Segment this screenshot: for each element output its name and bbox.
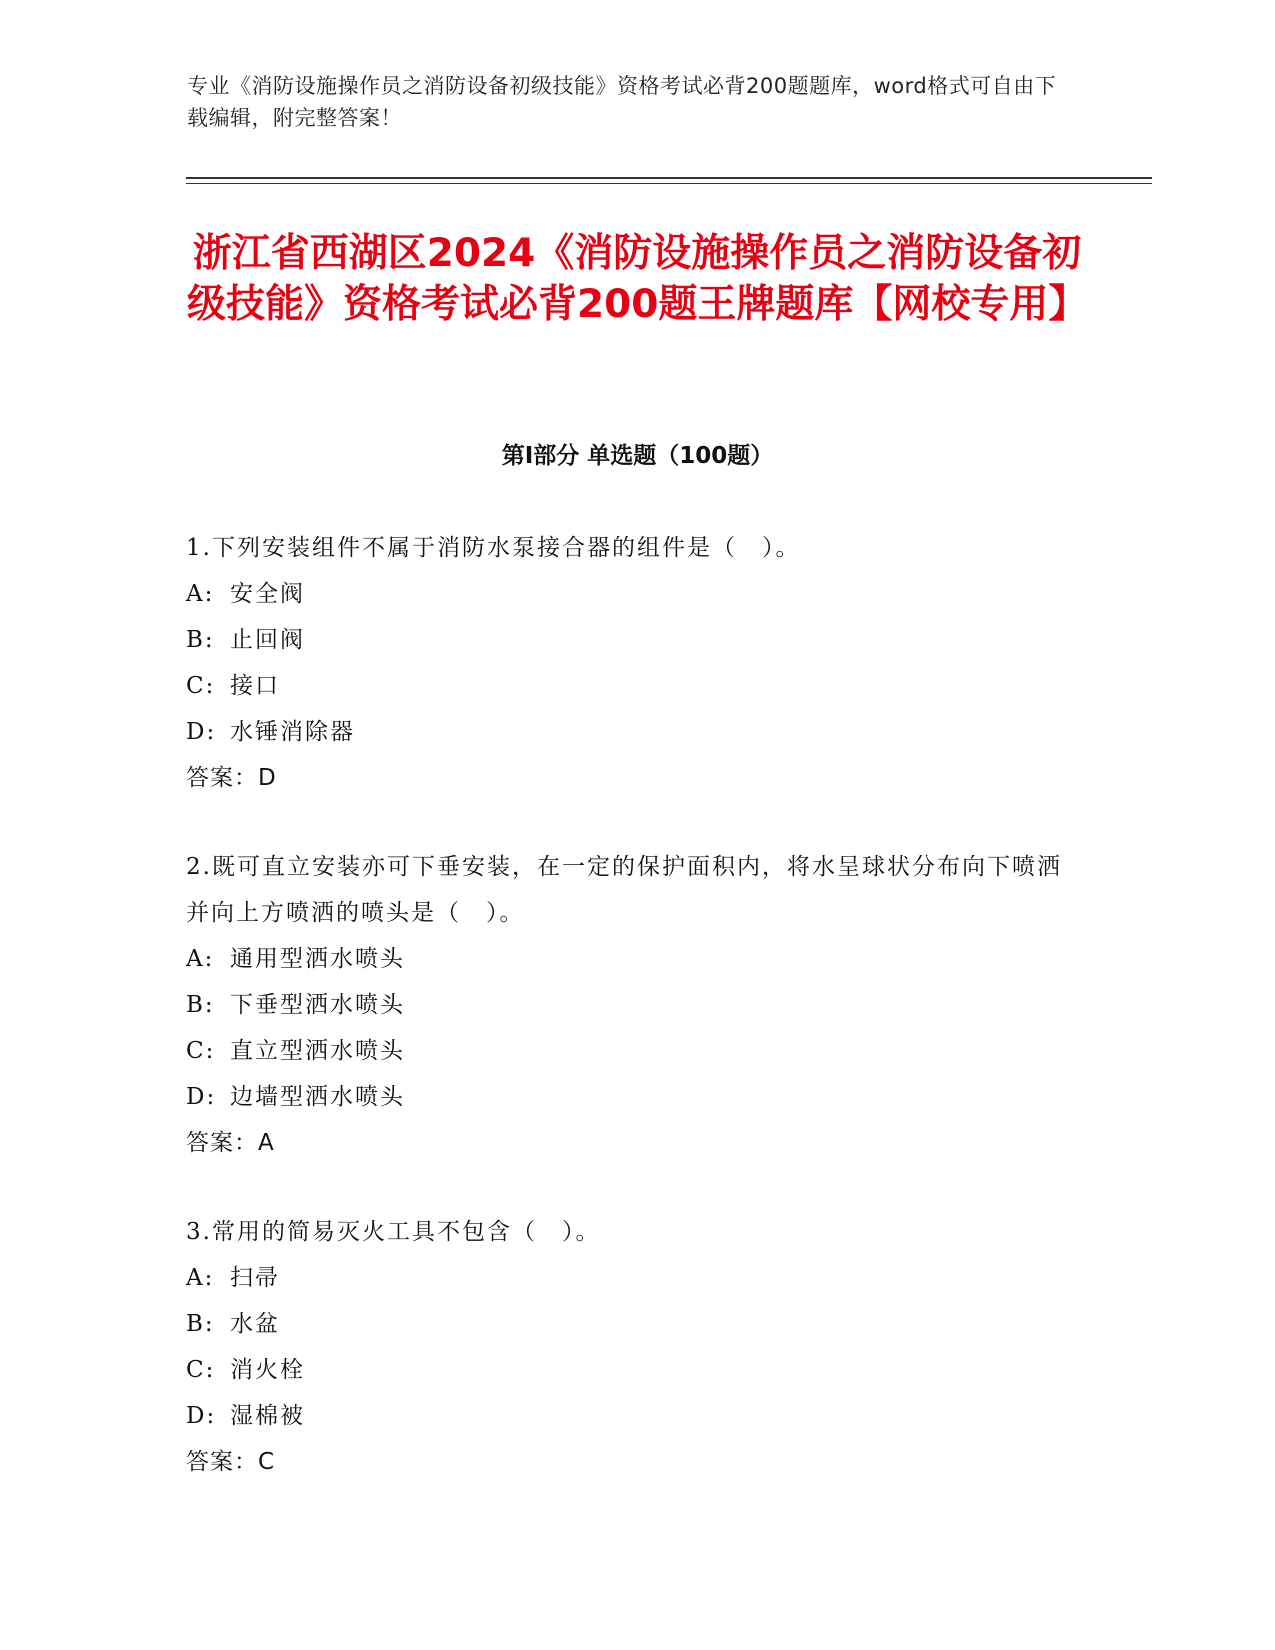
question-list	[186, 525, 1066, 1528]
option-key: A:	[186, 1265, 215, 1291]
question-stem: 3.常用的简易灭火工具不包含（ ）。	[186, 1219, 601, 1245]
question-stem: 1.下列安装组件不属于消防水泵接合器的组件是（ ）。	[186, 535, 801, 561]
option-key: B:	[186, 627, 215, 653]
option-key: C:	[186, 673, 216, 699]
option-key: B:	[186, 992, 215, 1018]
option-b	[186, 1301, 1066, 1347]
option-key: C:	[186, 1038, 216, 1064]
option-key: B:	[186, 1311, 215, 1337]
option-d	[186, 709, 1066, 755]
question-1	[186, 525, 1066, 801]
option-text: 接口	[230, 673, 280, 699]
header-note: 专业《消防设施操作员之消防设备初级技能》资格考试必背200题题库，word格式可自由下载编辑，附完整答案！	[187, 74, 1057, 130]
question-2	[186, 844, 1066, 1166]
option-d	[186, 1074, 1066, 1120]
option-key: D:	[186, 719, 217, 745]
header-divider-thin	[186, 183, 1152, 184]
answer: 答案：C	[186, 1449, 276, 1475]
option-text: 边墙型洒水喷头	[230, 1084, 405, 1110]
option-key: A:	[186, 946, 215, 972]
option-c	[186, 1028, 1066, 1074]
option-text: 扫帚	[230, 1265, 280, 1291]
option-text: 水盆	[230, 1311, 280, 1337]
option-key: D:	[186, 1084, 217, 1110]
option-text: 直立型洒水喷头	[230, 1038, 405, 1064]
header-divider-thick	[186, 177, 1152, 179]
option-a	[186, 1255, 1066, 1301]
option-key: A:	[186, 581, 215, 607]
question-stem: 2.既可直立安装亦可下垂安装，在一定的保护面积内，将水呈球状分布向下喷洒并向上方喷洒的喷头是（ ）。	[186, 854, 1062, 926]
option-text: 消火栓	[230, 1357, 305, 1383]
option-a	[186, 571, 1066, 617]
option-b	[186, 617, 1066, 663]
option-key: C:	[186, 1357, 216, 1383]
question-3	[186, 1209, 1066, 1485]
option-c	[186, 1347, 1066, 1393]
option-b	[186, 982, 1066, 1028]
option-text: 下垂型洒水喷头	[230, 992, 405, 1018]
document-title: 浙江省西湖区2024《消防设施操作员之消防设备初级技能》资格考试必背200题王牌题库【网校专用】	[187, 231, 1088, 327]
option-key: D:	[186, 1403, 217, 1429]
answer: 答案：A	[186, 1130, 275, 1156]
option-text: 湿棉被	[230, 1403, 305, 1429]
option-text: 安全阀	[230, 581, 305, 607]
option-text: 通用型洒水喷头	[230, 946, 405, 972]
option-text: 水锤消除器	[230, 719, 355, 745]
option-c	[186, 663, 1066, 709]
answer: 答案：D	[186, 765, 277, 791]
section-title: 第Ⅰ部分 单选题（100题）	[501, 443, 774, 469]
option-a	[186, 936, 1066, 982]
option-d	[186, 1393, 1066, 1439]
option-text: 止回阀	[230, 627, 305, 653]
